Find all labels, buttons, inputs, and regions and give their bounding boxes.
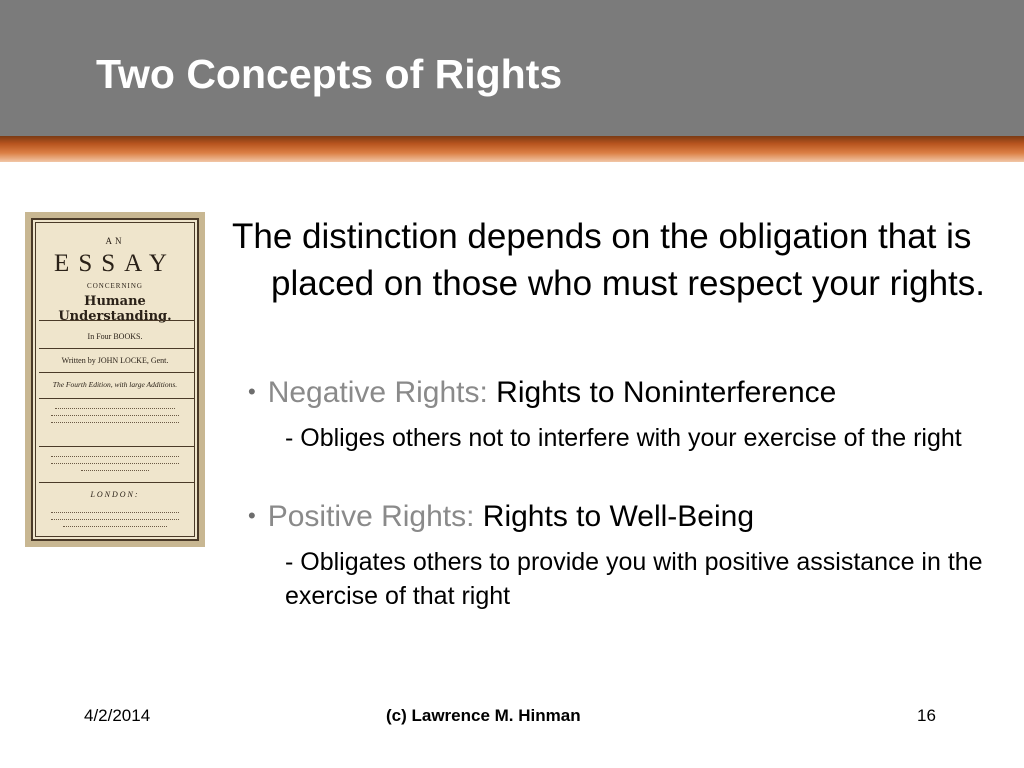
bullet-lead: Positive Rights: bbox=[267, 500, 475, 533]
cover-rule bbox=[39, 348, 195, 349]
main-statement bbox=[232, 213, 992, 307]
bullet-symbol: • bbox=[248, 379, 256, 404]
bullet-positive-rights bbox=[248, 499, 1008, 537]
bullet-text: Rights to Well-Being bbox=[474, 500, 755, 533]
cover-author: Written by JOHN LOCKE, Gent. bbox=[61, 356, 169, 365]
cover-rule bbox=[39, 482, 195, 483]
cover-latin-text bbox=[33, 454, 197, 477]
cover-rule bbox=[39, 446, 195, 447]
essay-cover-page bbox=[31, 218, 199, 541]
bullet-negative-rights bbox=[248, 375, 1008, 413]
slide-title: Two Concepts of Rights bbox=[96, 51, 563, 97]
footer-copyright: (c) Lawrence M. Hinman bbox=[386, 706, 581, 725]
cover-rule bbox=[39, 398, 195, 399]
cover-verse-text bbox=[33, 406, 197, 429]
cover-imprint-text bbox=[33, 510, 197, 533]
footer-page-number: 16 bbox=[917, 706, 936, 725]
cover-subject: Humane Understanding. bbox=[58, 294, 172, 324]
sub-positive-rights: - Obligates others to provide you with positive assistance in the exercise of that right bbox=[285, 548, 983, 610]
bullet-symbol: • bbox=[248, 503, 256, 528]
cover-an: AN bbox=[105, 236, 125, 246]
cover-rule bbox=[39, 372, 195, 373]
accent-band bbox=[0, 136, 1024, 162]
sub-negative-rights: - Obliges others not to interfere with your exercise of the right bbox=[285, 424, 962, 452]
main-statement-text: The distinction depends on the obligation that is placed on those who must respect your rights. bbox=[232, 217, 985, 303]
cover-city: LONDON: bbox=[90, 490, 140, 499]
cover-rule bbox=[39, 320, 195, 321]
essay-cover-image bbox=[25, 212, 205, 547]
footer-date: 4/2/2014 bbox=[84, 706, 151, 725]
bullet-lead: Negative Rights: bbox=[267, 376, 488, 409]
cover-books: In Four BOOKS. bbox=[87, 332, 143, 341]
cover-essay: ESSAY bbox=[54, 250, 176, 277]
bullet-text: Rights to Noninterference bbox=[487, 376, 837, 409]
title-bar bbox=[0, 0, 1024, 136]
cover-concerning: CONCERNING bbox=[87, 282, 143, 290]
cover-edition: The Fourth Edition, with large Additions. bbox=[52, 380, 178, 389]
